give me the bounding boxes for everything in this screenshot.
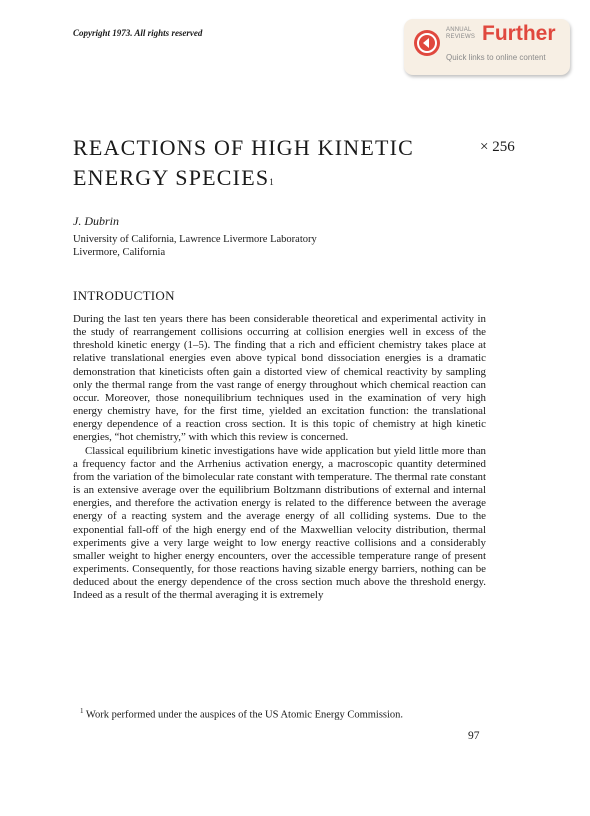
paragraph-2: Classical equilibrium kinetic investigations have wide application but yield little more than a frequency factor and the Arrhenius activation energy, a macroscopic quantity determined from the variation of the bimolecular rate constant with temperature. The thermal rate constant is an extensive average over the equilibrium Boltzmann distributions of external and internal energies, and therefore the activation energy is related to the difference between the average energy of a reacting system and the average energy of all colliding systems. Due to the exponential fall-off of the high energy end of the Maxwellian velocity distribution, thermal experiments give a very large weight to low energy reactive collisions and a considerably smaller weight to higher energy encounters, over the accessible temperature range of present experiments. Consequently, for those reactions having sizable energy barriers, nothing can be deduced about the energy dependence of the cross section much above the threshold energy. Indeed as a result of the thermal averaging it is extremely: [73, 444, 486, 602]
page-mark: × 256: [480, 139, 515, 155]
paragraph-1: During the last ten years there has been considerable theoretical and experimental activity in the study of rearrangement collisions occurring at collision energies well in excess of the threshold kinetic energy (1–5). The finding that a rich and efficient chemistry takes place at relative translational energies even above typical bond dissociation energies is a dramatic demonstration that kineticists often gain a distorted view of chemical reactivity by sampling only the thermal range from the vast range of energy throughout which chemical reaction can occur. Moreover, those nonequilibrium techniques used in the examination of very high energy chemistry have, for the first time, yielded an excitation function: the translational energy dependence of a reaction cross section. It is this topic of chemistry at high kinetic energies, “hot chemistry,” with which this review is concerned.: [73, 313, 486, 444]
copyright-notice: Copyright 1973. All rights reserved: [73, 28, 203, 38]
footnote-text: Work performed under the auspices of the US Atomic Energy Commission.: [83, 709, 404, 721]
annual-reviews-logo-icon: [414, 30, 440, 56]
author-affiliation: [73, 233, 317, 259]
badge-annual-reviews: [446, 27, 475, 41]
author-name: J. Dubrin: [73, 214, 119, 228]
affiliation-line-2: Livermore, California: [73, 247, 166, 258]
title-line-1: REACTIONS OF HIGH KINETIC: [73, 135, 415, 160]
title-footnote-mark: 1: [269, 177, 275, 187]
article-title: [73, 133, 414, 193]
affiliation-line-1: University of California, Lawrence Livermore Laboratory: [73, 234, 317, 245]
badge-subtitle: Quick links to online content: [446, 53, 546, 62]
annual-reviews-further-badge[interactable]: [404, 19, 570, 75]
page-number: 97: [468, 730, 480, 742]
badge-further-label: Further: [482, 22, 556, 45]
badge-reviews-label: REVIEWS: [446, 34, 476, 40]
section-heading: INTRODUCTION: [73, 288, 175, 303]
body-text: [73, 313, 486, 602]
footnote-mark: 1: [80, 707, 84, 715]
footnote: [80, 707, 403, 721]
title-line-2: ENERGY SPECIES: [73, 165, 270, 190]
badge-annual-label: ANNUAL: [446, 27, 472, 33]
